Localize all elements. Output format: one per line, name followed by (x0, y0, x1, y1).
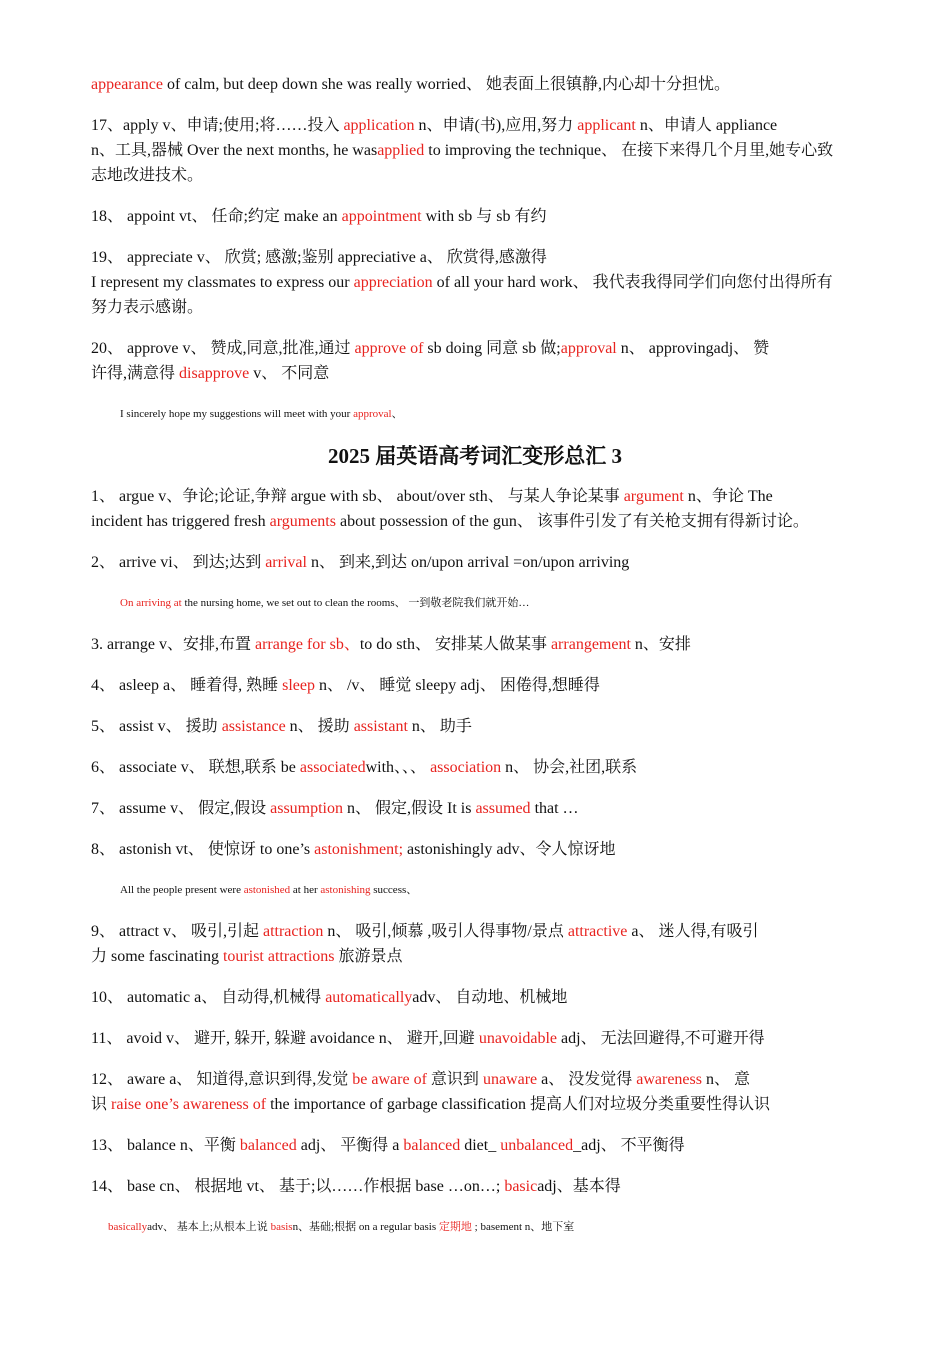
text-run: n、 吸引,倾慕 ,吸引人得事物/景点 (323, 923, 568, 940)
highlighted-word: approval (560, 340, 617, 357)
highlighted-word: applicant (577, 117, 636, 134)
text-run: 10、 automatic a、 自动得,机械得 (91, 989, 326, 1006)
text-line (91, 72, 883, 97)
text-run: All the people present were (120, 884, 244, 896)
text-line (91, 919, 883, 944)
highlighted-word: appearance (91, 76, 163, 93)
text-line (91, 985, 883, 1010)
text-line (91, 796, 883, 821)
text-run: adv、 基本上;从根本上说 (147, 1221, 271, 1233)
text-run: 志地改进技术。 (91, 167, 204, 184)
text-line (108, 1215, 900, 1240)
highlighted-word: unaware (482, 1071, 538, 1088)
highlighted-word: On arriving at (120, 597, 182, 609)
text-line (91, 550, 883, 575)
text-run: 18、 appoint vt、 任命;约定 make an (91, 208, 342, 225)
highlighted-word: awareness (636, 1071, 702, 1088)
text-run: incident has triggered fresh (91, 513, 270, 530)
text-run: ; basement n、地下室 (471, 1221, 575, 1233)
text-run: n、 援助 (285, 718, 354, 735)
text-run: 4、 asleep a、 睡着得, 熟睡 (91, 677, 283, 694)
text-run: 9、 attract v、 吸引,引起 (91, 923, 263, 940)
text-run: n、工具,器械 Over the next months, he was (91, 142, 378, 159)
text-run: I represent my classmates to express our (91, 274, 354, 291)
highlighted-word: assumption (270, 800, 343, 817)
highlighted-word: approve of (354, 340, 424, 357)
highlighted-word: balanced (239, 1137, 297, 1154)
highlighted-word: basic (504, 1178, 538, 1195)
text-run: adj、基本得 (537, 1178, 621, 1195)
text-run: 3. arrange v、安排,布置 (91, 636, 255, 653)
text-run: the nursing home, we set out to clean the rooms、 一到敬老院我们就开始… (181, 597, 530, 609)
highlighted-word: balanced (403, 1137, 461, 1154)
text-line (91, 336, 883, 361)
text-run: 1、 argue v、争论;论证,争辩 argue with sb、 about/over sth、 与某人争论某事 (91, 488, 624, 505)
text-line (120, 878, 912, 903)
text-run: at her (290, 884, 321, 896)
text-run: that … (530, 800, 579, 817)
highlighted-word: unavoidable (478, 1030, 558, 1047)
text-run: 5、 assist v、 援助 (91, 718, 222, 735)
text-run: n、安排 (630, 636, 691, 653)
text-run: sb doing 同意 sb 做; (423, 340, 561, 357)
text-run: n、 到来,到达 on/upon arrival =on/upon arriving (306, 554, 630, 571)
text-line (91, 245, 883, 270)
text-run: n、 协会,社团,联系 (501, 759, 638, 776)
highlighted-word: arguments (269, 513, 336, 530)
highlighted-word: astonishing (320, 884, 371, 896)
text-run: of calm, but deep down she was really worried、 她表面上很镇静,内心却十分担忧。 (162, 76, 730, 93)
text-line (91, 204, 883, 229)
text-line (91, 1026, 883, 1051)
text-run: n、 假定,假设 It is (343, 800, 476, 817)
text-line (91, 1174, 883, 1199)
text-run: n、申请人 appliance (635, 117, 778, 134)
highlighted-word: sleep (282, 677, 315, 694)
highlighted-word: attractive (567, 923, 628, 940)
text-run: n、争论 The (683, 488, 773, 505)
text-line (91, 138, 883, 163)
text-run: 旅游景点 (334, 948, 403, 965)
text-line (91, 509, 883, 534)
text-run: 意识到 (426, 1071, 483, 1088)
text-line (120, 591, 912, 616)
highlighted-word: appointment (341, 208, 422, 225)
text-run: 14、 base cn、 根据地 vt、 基于;以……作根据 base …on…; (91, 1178, 505, 1195)
text-run: _adj、 不平衡得 (573, 1137, 685, 1154)
highlighted-word: unbalanced (500, 1137, 574, 1154)
text-run: adj、 无法回避得,不可避开得 (557, 1030, 765, 1047)
text-run: to improving the technique、 在接下来得几个月里,她专心致 (424, 142, 834, 159)
highlighted-word: arrival (265, 554, 307, 571)
text-line (91, 270, 883, 295)
text-line (91, 755, 883, 780)
highlighted-word: astonishment; (314, 841, 404, 858)
highlighted-word: applied (377, 142, 425, 159)
highlighted-word: be aware of (352, 1071, 427, 1088)
text-run: n、 意 (701, 1071, 750, 1088)
text-run: about possession of the gun、 该事件引发了有关枪支拥有得新讨论。 (335, 513, 809, 530)
text-run: a、 迷人得,有吸引 (627, 923, 759, 940)
text-line (91, 484, 883, 509)
highlighted-word: arrangement (550, 636, 631, 653)
text-line (91, 837, 883, 862)
text-run: 7、 assume v、 假定,假设 (91, 800, 271, 817)
highlighted-word: basically (108, 1221, 148, 1233)
text-run: 17、apply v、申请;使用;将……投入 (91, 117, 344, 134)
text-run: 许得,满意得 (91, 365, 180, 382)
text-line (91, 1133, 883, 1158)
text-line (91, 1092, 883, 1117)
text-run: n、基础;根据 on a regular basis (292, 1221, 439, 1233)
text-line (91, 113, 883, 138)
text-run: 8、 astonish vt、 使惊讶 to one’s (91, 841, 315, 858)
text-run: diet_ (460, 1137, 501, 1154)
text-run: a、 没发觉得 (537, 1071, 637, 1088)
highlighted-word: automatically (325, 989, 413, 1006)
text-run: of all your hard work、 我代表我得同学们向您付出得所有 (432, 274, 833, 291)
text-run: 努力表示感谢。 (91, 299, 204, 316)
text-run: the importance of garbage classification 提高人们对垃圾分类重要性得认识 (266, 1096, 770, 1113)
text-run: 识 (91, 1096, 112, 1113)
text-run: adj、 平衡得 a (296, 1137, 404, 1154)
text-run: n、 /v、 睡觉 sleepy adj、 困倦得,想睡得 (314, 677, 600, 694)
highlighted-word: application (343, 117, 415, 134)
text-run: 11、 avoid v、 避开, 躲开, 躲避 avoidance n、 避开,回避 (91, 1030, 479, 1047)
highlighted-word: assistant (353, 718, 408, 735)
text-run: v、 不同意 (249, 365, 330, 382)
highlighted-word: assistance (221, 718, 286, 735)
highlighted-word: basis (270, 1221, 293, 1233)
text-run: I sincerely hope my suggestions will meet with your (120, 408, 354, 420)
text-run: with sb 与 sb 有约 (421, 208, 547, 225)
highlighted-word: association (430, 759, 502, 776)
highlighted-word: assumed (475, 800, 531, 817)
highlighted-word: tourist attractions (222, 948, 335, 965)
text-run: astonishingly adv、令人惊讶地 (403, 841, 616, 858)
highlighted-word: attraction (262, 923, 324, 940)
text-run: n、申请(书),应用,努力 (414, 117, 578, 134)
text-run: success、 (370, 884, 418, 896)
text-run: 13、 balance n、平衡 (91, 1137, 240, 1154)
text-line (91, 714, 883, 739)
text-line (91, 632, 883, 657)
text-run: 、 (391, 408, 403, 420)
text-run: 2、 arrive vi、 到达;达到 (91, 554, 266, 571)
text-line (91, 163, 883, 188)
text-line (91, 1067, 883, 1092)
highlighted-word: approval (353, 408, 392, 420)
text-line (120, 402, 912, 427)
text-run: to do sth、 安排某人做某事 (359, 636, 551, 653)
text-run: adv、 自动地、机械地 (412, 989, 568, 1006)
text-run: n、 助手 (407, 718, 472, 735)
highlighted-word: astonished (243, 884, 291, 896)
text-run: 力 some fascinating (91, 948, 223, 965)
text-line (91, 295, 883, 320)
highlighted-word: argument (623, 488, 684, 505)
text-run: 20、 approve v、 赞成,同意,批准,通过 (91, 340, 355, 357)
text-run: 6、 associate v、 联想,联系 be (91, 759, 300, 776)
highlighted-word: associated (299, 759, 366, 776)
text-run: 12、 aware a、 知道得,意识到得,发觉 (91, 1071, 353, 1088)
text-line (91, 944, 883, 969)
text-line (91, 673, 883, 698)
section-title: 2025 届英语高考词汇变形总汇 3 (328, 444, 622, 468)
highlighted-word: disapprove (179, 365, 250, 382)
highlighted-word: raise one’s awareness of (111, 1096, 267, 1113)
highlighted-word: arrange for sb、 (254, 636, 360, 653)
highlighted-word: appreciation (353, 274, 433, 291)
text-line (91, 361, 883, 386)
text-run: 19、 appreciate v、 欣赏; 感激;鉴别 appreciative a、 欣赏得,感激得 (91, 249, 547, 266)
highlighted-word: 定期地 (438, 1221, 472, 1233)
text-run: n、 approvingadj、 赞 (616, 340, 770, 357)
text-run: with、、、 (365, 759, 431, 776)
